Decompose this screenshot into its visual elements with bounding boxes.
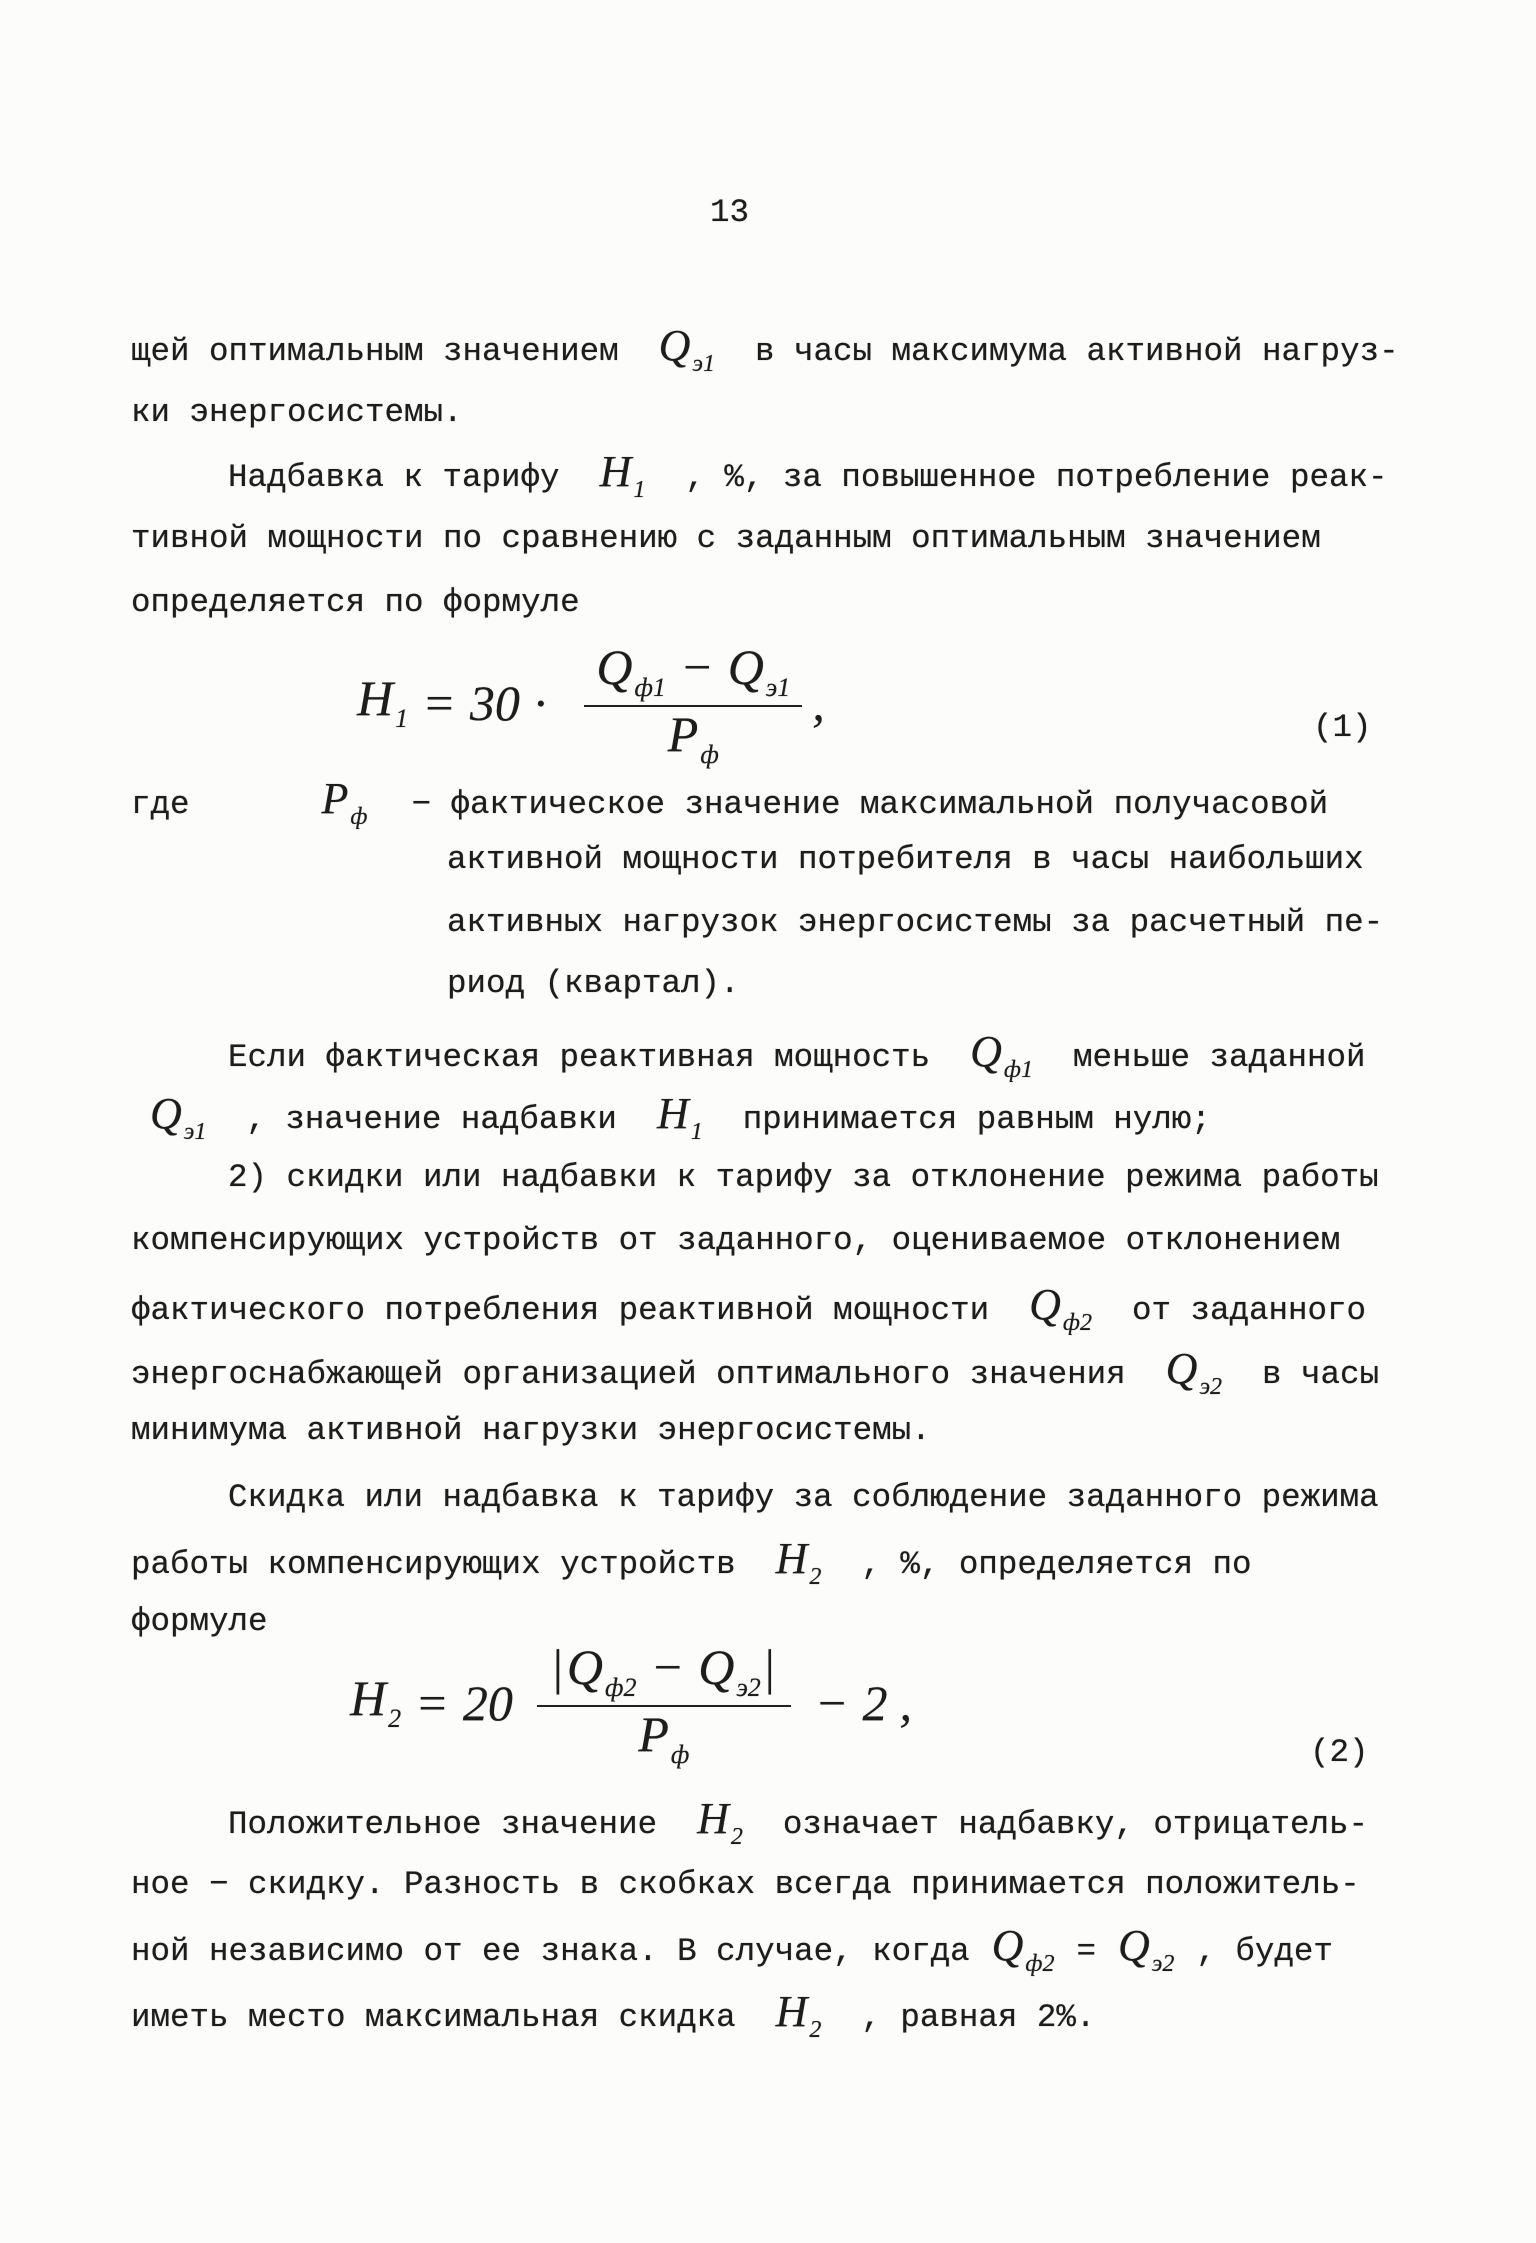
line-text: Скидка или надбавка к тарифу за соблюдение заданного режима — [228, 1479, 1379, 1516]
formula-1 — [357, 638, 825, 769]
multiply-dot: · — [533, 674, 547, 731]
math-base: Q — [596, 638, 633, 695]
math-symbol — [566, 1638, 637, 1702]
math-symbol — [992, 1921, 1055, 1978]
math-subscript: ф — [700, 739, 719, 769]
math-base: H — [656, 1089, 689, 1138]
math-symbol — [776, 1987, 822, 2044]
line-text: в часы — [1262, 1356, 1380, 1393]
math-symbol — [667, 705, 719, 769]
line-text: энергоснабжающей организацией оптимального значения — [131, 1356, 1126, 1393]
formula-2 — [350, 1638, 913, 1769]
math-subscript: 1 — [690, 1119, 703, 1145]
line-text: фактического потребления реактивной мощности — [131, 1292, 990, 1329]
math-subscript: э2 — [1151, 1951, 1175, 1977]
math-base: H — [599, 447, 632, 496]
line-text: ки энергосистемы. — [131, 394, 463, 431]
line-text: 2) скидки или надбавки к тарифу за отклонение режима работы — [228, 1159, 1379, 1196]
math-base: P — [638, 1705, 669, 1762]
math-symbol — [638, 1705, 690, 1769]
text-line — [131, 1987, 1095, 2044]
text-line — [131, 1860, 1360, 1910]
text-line — [131, 1921, 1333, 1978]
text-line — [447, 898, 1383, 948]
math-subscript: ф — [670, 1739, 690, 1769]
line-text: ное − скидку. Разность в скобках всегда принимается положитель- — [131, 1866, 1360, 1903]
line-text: меньше заданной — [1072, 1039, 1366, 1076]
minus-sign: − — [650, 1638, 685, 1695]
constant: 2 — [862, 1674, 888, 1731]
math-base: Q — [698, 1638, 735, 1695]
math-base: H — [350, 1670, 387, 1726]
line-text: , %, определяется по — [861, 1546, 1252, 1583]
math-base: Q — [658, 321, 691, 370]
fraction — [537, 1638, 791, 1768]
math-base: Q — [727, 638, 764, 695]
text-line — [447, 835, 1364, 885]
numerator — [584, 638, 802, 707]
math-base: Q — [1117, 1921, 1150, 1970]
math-subscript: 1 — [395, 704, 409, 733]
text-line — [131, 514, 1321, 564]
math-subscript: э1 — [692, 351, 715, 377]
line-text: означает надбавку, отрицатель- — [782, 1806, 1368, 1843]
formula-number: (1) — [1313, 709, 1372, 746]
math-base: Q — [970, 1027, 1002, 1076]
math-symbol — [697, 1794, 743, 1851]
math-subscript: ф2 — [604, 1672, 637, 1702]
line-text: , будет — [1196, 1933, 1333, 1970]
math-subscript: 1 — [633, 477, 646, 503]
text-line — [131, 1406, 931, 1456]
math-subscript: э1 — [183, 1119, 207, 1145]
math-base: Q — [1029, 1280, 1061, 1329]
text-line — [131, 1597, 268, 1647]
math-symbol — [970, 1027, 1033, 1084]
math-base: H — [775, 1987, 808, 2036]
line-text: , %, за повышенное потребление реак- — [685, 459, 1388, 496]
text-line — [228, 1153, 1379, 1203]
absolute-bar-close: | — [764, 1638, 775, 1695]
text-line — [228, 1794, 1368, 1851]
line-text: активной мощности потребителя в часы наибольших — [447, 841, 1364, 878]
numerator — [537, 1638, 791, 1707]
math-symbol — [350, 1670, 402, 1733]
text-line — [228, 1473, 1379, 1523]
math-symbol — [600, 447, 646, 504]
math-symbol — [776, 1534, 822, 1591]
math-subscript: э1 — [765, 672, 791, 702]
coefficient: 30 — [469, 674, 520, 731]
line-text: минимума активной нагрузки энергосистемы. — [131, 1412, 931, 1449]
line-text: от заданного — [1131, 1292, 1367, 1329]
math-subscript: 2 — [809, 1564, 822, 1590]
math-symbol — [727, 638, 791, 702]
absolute-bar-open: | — [552, 1638, 563, 1695]
minus-sign: − — [679, 638, 714, 695]
line-text: где — [131, 786, 190, 823]
math-subscript: 2 — [809, 2017, 822, 2043]
math-symbol — [150, 1089, 206, 1146]
math-subscript: э2 — [1199, 1374, 1223, 1400]
line-text: − фактическое значение максимальной получасовой — [411, 786, 1329, 823]
text-line — [131, 321, 1399, 378]
fraction — [584, 638, 802, 768]
formula-punctuation: , — [899, 1674, 913, 1731]
equals-sign: = — [415, 1674, 449, 1731]
line-text: формуле — [131, 1603, 268, 1640]
equals-sign: = — [1076, 1933, 1096, 1970]
text-line — [131, 578, 580, 628]
math-symbol — [322, 774, 368, 831]
text-line — [131, 388, 463, 438]
equals-sign: = — [422, 674, 456, 731]
math-subscript: ф1 — [634, 672, 666, 702]
math-base: P — [321, 774, 349, 823]
line-text: иметь место максимальная скидка — [131, 1999, 736, 2036]
math-base: Q — [566, 1638, 603, 1695]
formula-number: (2) — [1310, 1734, 1369, 1771]
formula-punctuation: , — [812, 674, 825, 731]
math-subscript: ф2 — [1062, 1310, 1092, 1336]
math-symbol — [1166, 1344, 1222, 1401]
math-base: Q — [1165, 1344, 1198, 1393]
line-text: принимается равным нулю; — [742, 1101, 1211, 1138]
math-symbol — [659, 321, 715, 378]
math-symbol — [657, 1089, 703, 1146]
math-symbol — [698, 1638, 761, 1702]
text-line — [131, 774, 1328, 831]
math-base: Q — [150, 1089, 182, 1138]
line-text: работы компенсирующих устройств — [131, 1546, 736, 1583]
math-subscript: ф1 — [1003, 1057, 1033, 1083]
math-subscript: 2 — [388, 1704, 402, 1733]
line-text: ной независимо от ее знака. В случае, когда — [131, 1933, 970, 1970]
coefficient: 20 — [462, 1674, 513, 1731]
minus-sign: − — [814, 1674, 849, 1731]
line-text: в часы максимума активной нагруз- — [754, 333, 1399, 370]
math-base: H — [775, 1534, 808, 1583]
text-line — [131, 1216, 1340, 1266]
line-text: Если фактическая реактивная мощность — [228, 1039, 931, 1076]
line-text: определяется по формуле — [131, 584, 580, 621]
math-symbol — [357, 670, 409, 733]
math-subscript: 2 — [730, 1824, 743, 1850]
math-base: Q — [991, 1921, 1024, 1970]
line-text: Надбавка к тарифу — [228, 459, 560, 496]
text-line — [150, 1089, 1211, 1146]
math-subscript: э2 — [736, 1672, 761, 1702]
line-text: , равная 2%. — [861, 1999, 1096, 2036]
denominator — [668, 707, 719, 768]
math-base: H — [697, 1794, 729, 1843]
line-text: активных нагрузок энергосистемы за расчетный пе- — [447, 904, 1384, 941]
text-line — [131, 1280, 1366, 1337]
line-text: Положительное значение — [228, 1806, 658, 1843]
text-line — [228, 447, 1387, 504]
line-text: риод (квартал). — [447, 965, 740, 1002]
line-text: , значение надбавки — [246, 1101, 617, 1138]
math-subscript: ф — [350, 804, 368, 830]
line-text: щей оптимальным значением — [131, 333, 619, 370]
text-line — [131, 1344, 1379, 1401]
math-subscript: ф2 — [1025, 1951, 1055, 1977]
math-symbol — [1118, 1921, 1174, 1978]
page-number: 13 — [710, 194, 750, 231]
denominator — [638, 1707, 689, 1768]
line-text: тивной мощности по сравнению с заданным оптимальным значением — [131, 520, 1321, 557]
text-line — [131, 1534, 1251, 1591]
text-line — [228, 1027, 1366, 1084]
text-line — [447, 959, 740, 1009]
math-base: P — [667, 705, 699, 762]
math-symbol — [1029, 1280, 1092, 1337]
line-text: компенсирующих устройств от заданного, оцениваемое отклонением — [131, 1222, 1341, 1259]
math-symbol — [596, 638, 666, 702]
math-base: H — [357, 670, 394, 726]
